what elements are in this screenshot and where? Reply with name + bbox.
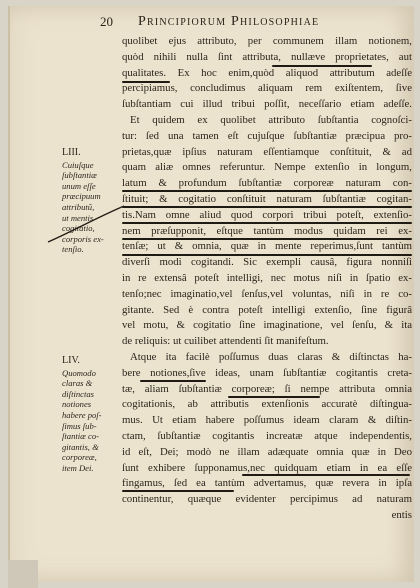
text-line: latum & profundum ſubſtantiæ corporeæ naturam con- — [122, 177, 412, 190]
margin-note-line: diſtinctas — [62, 388, 94, 399]
margin-note-line: ſubſtantiæ — [62, 170, 97, 181]
text-line: ſubſtantiam cui illud tribui poſſit, neceſſario etiam adeſſe. — [122, 98, 412, 111]
margin-note-line: gitantis, & — [62, 441, 99, 452]
margin-note-line: notiones — [62, 399, 92, 410]
underline-mark — [122, 238, 412, 240]
margin-note-line: corporis ex- — [62, 233, 104, 244]
margin-note-line: claras & — [62, 378, 93, 389]
text-line: Atque ita facilè poſſumus duas claras & diſtinctas ha- — [130, 350, 412, 363]
underline-mark — [122, 254, 412, 256]
underline-mark — [242, 474, 410, 476]
text-line: ctam, ſubſtantiæ cogitantis increatæ atque independentis, — [122, 429, 412, 442]
underline-mark — [272, 65, 372, 67]
text-line: gitante. Sed è contra poteſt intelligi extenſio, ſine figurâ — [122, 303, 412, 316]
text-line: in re extensâ poteſt intelligi, nec motus niſi in ſpatio ex- — [122, 271, 412, 284]
text-line: tis.Nam omne aliud quod corpori tribui poteſt, extenſio- — [122, 208, 412, 221]
underline-mark — [122, 190, 412, 192]
text-line: qualitates. Ex hoc enim,quòd aliquod attributum adeſſe — [122, 66, 412, 79]
text-line: Et quidem ex quolibet attributo ſubſtantia cognoſci- — [130, 113, 412, 126]
text-line: ſunt exhibere ſupponamus,nec quidquam etiam in ea eſſe — [122, 461, 412, 474]
margin-note-number: LIII. — [62, 147, 81, 158]
text-line: tæ, aliam ſubſtantiæ corporeæ; ſi nempe attributa omnia — [122, 382, 412, 395]
margin-note-line: Quomodo — [62, 367, 96, 378]
margin-note-line: item Dei. — [62, 462, 94, 473]
text-line: mus. Ut etiam habere poſſumus ideam claram & diſtin- — [122, 414, 412, 427]
text-line: tur: ſed una tamen eſt cujuſque ſubſtantiæ præcipua pro- — [122, 129, 412, 142]
text-line: de reliquis: ut cuilibet attendenti ſit manifeſtum. — [122, 335, 329, 348]
margin-note-line: ut mentis — [62, 212, 94, 223]
text-line: quolibet ejus attributo, per communem illam notionem, — [122, 35, 412, 47]
underline-mark — [122, 490, 234, 492]
margin-note-number: LIV. — [62, 355, 80, 366]
text-line: diverſi modi cogitandi. Sic exempli causâ, figura nonniſi — [122, 256, 412, 269]
running-title: Principiorum Philosophiae — [138, 14, 320, 29]
text-line: ſtituit; & cogitatio conſtituit naturam ſubſtantiæ cogitan- — [122, 192, 412, 205]
text-line: tenſo;nec imaginatio,vel ſenſus,vel voluntas, niſi in re co- — [122, 287, 412, 300]
page-number: 20 — [100, 14, 113, 29]
pen-stroke-mark — [46, 201, 126, 244]
text-line: tenſæ; ut & omnia, quæ in mente reperimus,ſunt tantùm — [122, 240, 412, 253]
body-text — [122, 34, 412, 524]
margin-note-line: præcipuum — [62, 191, 101, 202]
text-line: id eſt, Dei; modò ne illam adæquate omnia quæ in Deo — [122, 445, 412, 458]
underline-mark — [122, 206, 412, 208]
underline-mark — [140, 380, 206, 382]
text-line: cogitationis, ab attributis extenſionis accuratè diſtingua- — [122, 398, 412, 411]
margin-note-54 — [62, 356, 120, 474]
text-line: vel motu, & cogitatio ſine imaginatione, vel ſenſu, & ita — [122, 319, 412, 332]
text-line: percipiamus, concludimus aliquam rem exiſtentem, ſive — [122, 82, 412, 95]
underline-mark — [228, 396, 320, 398]
margin-note-line: habere poſ- — [62, 409, 102, 420]
underline-mark — [122, 222, 412, 224]
text-line: quòd nihili nulla ſint attributa, nullæve proprietates, aut — [122, 50, 412, 63]
margin-note-line: corporeæ, — [62, 452, 97, 463]
text-line: bere notiones,ſive ideas, unam ſubſtantiæ cogitantis creta- — [122, 366, 412, 379]
margin-note-line: cogitatio, — [62, 223, 95, 234]
margin-note-line: unum eſſe — [62, 180, 96, 191]
margin-note-line: Cuiuſque — [62, 159, 94, 170]
page-corner-shadow — [8, 560, 38, 588]
book-page — [8, 6, 414, 582]
catchword: entis — [391, 508, 412, 521]
page-header — [10, 14, 414, 32]
text-line: prietas,quæ ipſius naturam eſſentiamque conſtituit, & ad — [122, 145, 412, 158]
text-line: quam aliæ omnes referuntur. Nempe extenſio in longum, — [122, 161, 412, 174]
margin-note-line: ſimus ſub- — [62, 420, 97, 431]
margin-note-line: attributũ, — [62, 201, 95, 212]
margin-note-line: tenſio. — [62, 244, 84, 255]
underline-mark — [122, 81, 170, 83]
text-line: fingamus, ſed ea tantùm advertamus, quæ revera in ipſa — [122, 477, 412, 490]
text-line: nem præſupponit, eſtque tantùm modus quidam rei ex- — [122, 224, 412, 237]
margin-note-line: ſtantiæ co- — [62, 431, 99, 442]
text-line: continentur, quæque evidenter percipimus ad naturam — [122, 493, 412, 506]
